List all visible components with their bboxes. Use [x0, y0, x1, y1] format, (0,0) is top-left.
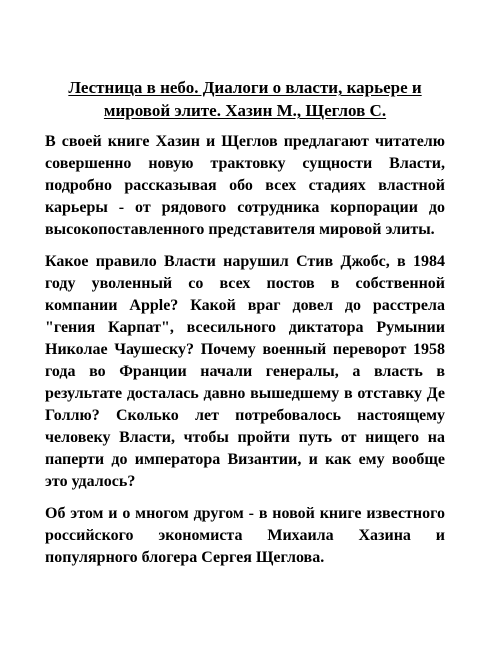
- description-paragraph-2: Какое правило Власти нарушил Стив Джобс, в 1984 году уволенный со всех постов в собственной компании Apple? Какой враг довел до расстрела "гения Карпат", всесильного диктатора Румынии Николае Чаушеску? Почему военный переворот 1958 года во Франции начали генералы, а власть в результате досталась давно вышедшему в отставку Де Голлю? Сколько лет потребовалось настоящему человеку Власти, чтобы пройти путь от нищего на паперти до императора Византии, и как ему вообще это удалось?: [45, 253, 445, 490]
- book-title: Лестница в небо. Диалоги о власти, карьере и мировой элите. Хазин М., Щеглов С.: [68, 78, 422, 120]
- document-page: [45, 76, 445, 579]
- description-paragraph-1: В своей книге Хазин и Щеглов предлагают читателю совершенно новую трактовку сущности Власти, подробно рассказывая обо всех стадиях властной карьеры - от рядового сотрудника корпорации до высокопоставленного представителя мировой элиты.: [45, 133, 445, 238]
- description-paragraph-3: Об этом и о многом другом - в новой книге известного российского экономиста Михаила Хазина и популярного блогера Сергея Щеглова.: [45, 505, 445, 566]
